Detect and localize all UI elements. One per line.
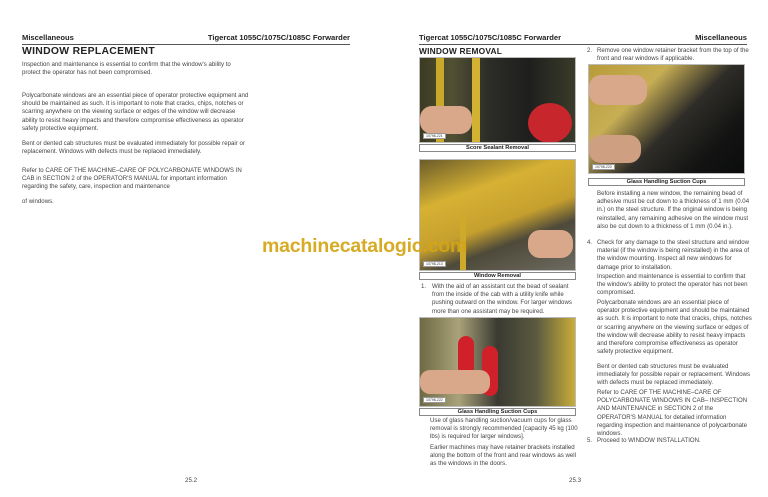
figure-tag: 10798-213 (423, 261, 446, 267)
figure-caption: Glass Handling Suction Cups (419, 408, 576, 416)
step-number: 5. (587, 437, 593, 444)
figure-tag: 10798-222 (423, 397, 446, 403)
suction-note: Use of glass handling suction/vacuum cups for glass removal is strongly recommended [capacity 45 kg (100 lbs) is required for larger windows]. (430, 417, 578, 441)
section-name: Miscellaneous (22, 33, 74, 42)
step-3-text: Before installing a new window, the remaining bead of adhesive must be cut down to a thickness of 1 mm (0.04 in.) on the steel structure. If the original window is being reinstalled, any remaining adhesive on the window must also be cut down to a thickness of 1 mm (0.04 in.). (597, 190, 750, 230)
figure-caption: Score Sealant Removal (419, 144, 576, 152)
step-number: 4. (587, 239, 593, 246)
cab-structures-paragraph: Bent or dented cab structures must be evaluated immediately for possible repair or replacement. Windows with defects must be replaced immediately. (22, 140, 245, 156)
figure-tag: 10798-220 (592, 164, 615, 170)
refer-paragraph: Refer to CARE OF THE MACHINE–CARE OF POLYCARBONATE WINDOWS IN CAB in SECTION 2 of the OPERATOR'S MANUAL for important information regarding the safety, care, inspection and maintenance (22, 167, 242, 191)
page-number: 25.3 (569, 477, 582, 484)
step-1-text: With the aid of an assistant cut the bead of sealant from the inside of the cab with a utility knife while pushing outward on the window. For larger windows more than one assistant may be required. (432, 283, 572, 315)
page-number: 25.2 (185, 477, 198, 484)
manual-title: Tigercat 1055C/1075C/1085C Forwarder (419, 33, 562, 42)
page-title: WINDOW REPLACEMENT (22, 46, 155, 57)
page-title: WINDOW REMOVAL (419, 46, 503, 56)
step-number: 2. (587, 47, 593, 54)
manual-title: Tigercat 1055C/1075C/1085C Forwarder (207, 33, 350, 42)
watermark: machinecatalogic.com (262, 235, 468, 257)
step-5-text: Proceed to WINDOW INSTALLATION. (597, 437, 701, 444)
figure-caption: Window Removal (419, 272, 576, 280)
step-2-text: Remove one window retainer bracket from the top of the front and rear windows if applicable. (597, 47, 749, 63)
refer-paragraph-end: of windows. (22, 198, 54, 205)
page-header (419, 33, 747, 45)
section-name: Miscellaneous (695, 33, 747, 42)
step4-refer-note: Refer to CARE OF THE MACHINE–CARE OF POLYCARBONATE WINDOWS IN CAB– INSPECTION AND MAINTENANCE in SECTION 2 of the OPERATOR'S MANUAL for detailed information regarding inspection and maintenance of polycarbonate windows. (597, 389, 748, 438)
intro-paragraph: Inspection and maintenance is essential to confirm that the window's ability to protect the operator has not been compromised. (22, 61, 231, 77)
step-4-text: Check for any damage to the steel structure and window material (if the window is being reinstalled) in the area of the window mounting. Inspect all new windows for damage prior to installation. (597, 239, 750, 271)
step4-polycarbonate-note: Polycarbonate windows are an essential piece of operator protective equipment and should be maintained as such. It is important to note that cracks, chips, notches or scarring anywhere on the viewing surface or edges of the window will decrease ability to resist heavy impacts and therefore compromise effectiveness as operator safety protective equipment. (597, 299, 752, 356)
step4-inspection-note: Inspection and maintenance is essential to confirm that the window's ability to protect the operator has not been compromised. (597, 273, 748, 297)
figure-tag: 10798-221 (423, 133, 446, 139)
figure-score-sealant-photo (419, 57, 576, 143)
page-header (22, 33, 350, 45)
step4-cab-note: Bent or dented cab structures must be evaluated immediately for possible repair or replacement. Windows with defects must be replaced immediately. (597, 363, 751, 387)
figure-suction-cups-photo (419, 317, 576, 407)
step-number: 1. (421, 283, 427, 290)
polycarbonate-paragraph: Polycarbonate windows are an essential piece of operator protective equipment and should be maintained as such. It is important to note that cracks, chips, notches or scarring anywhere on the viewing surface or edges of the window will decrease ability to resist heavy impacts and therefore compromise effectiveness as operator safety protective equipment. (22, 92, 249, 132)
figure-retainer-bracket-photo (588, 64, 745, 174)
retainer-note: Earlier machines may have retainer brackets installed along the bottom of the front and rear windows as well as the windows in the doors. (430, 444, 576, 468)
figure-caption: Glass Handling Suction Cups (588, 178, 745, 186)
